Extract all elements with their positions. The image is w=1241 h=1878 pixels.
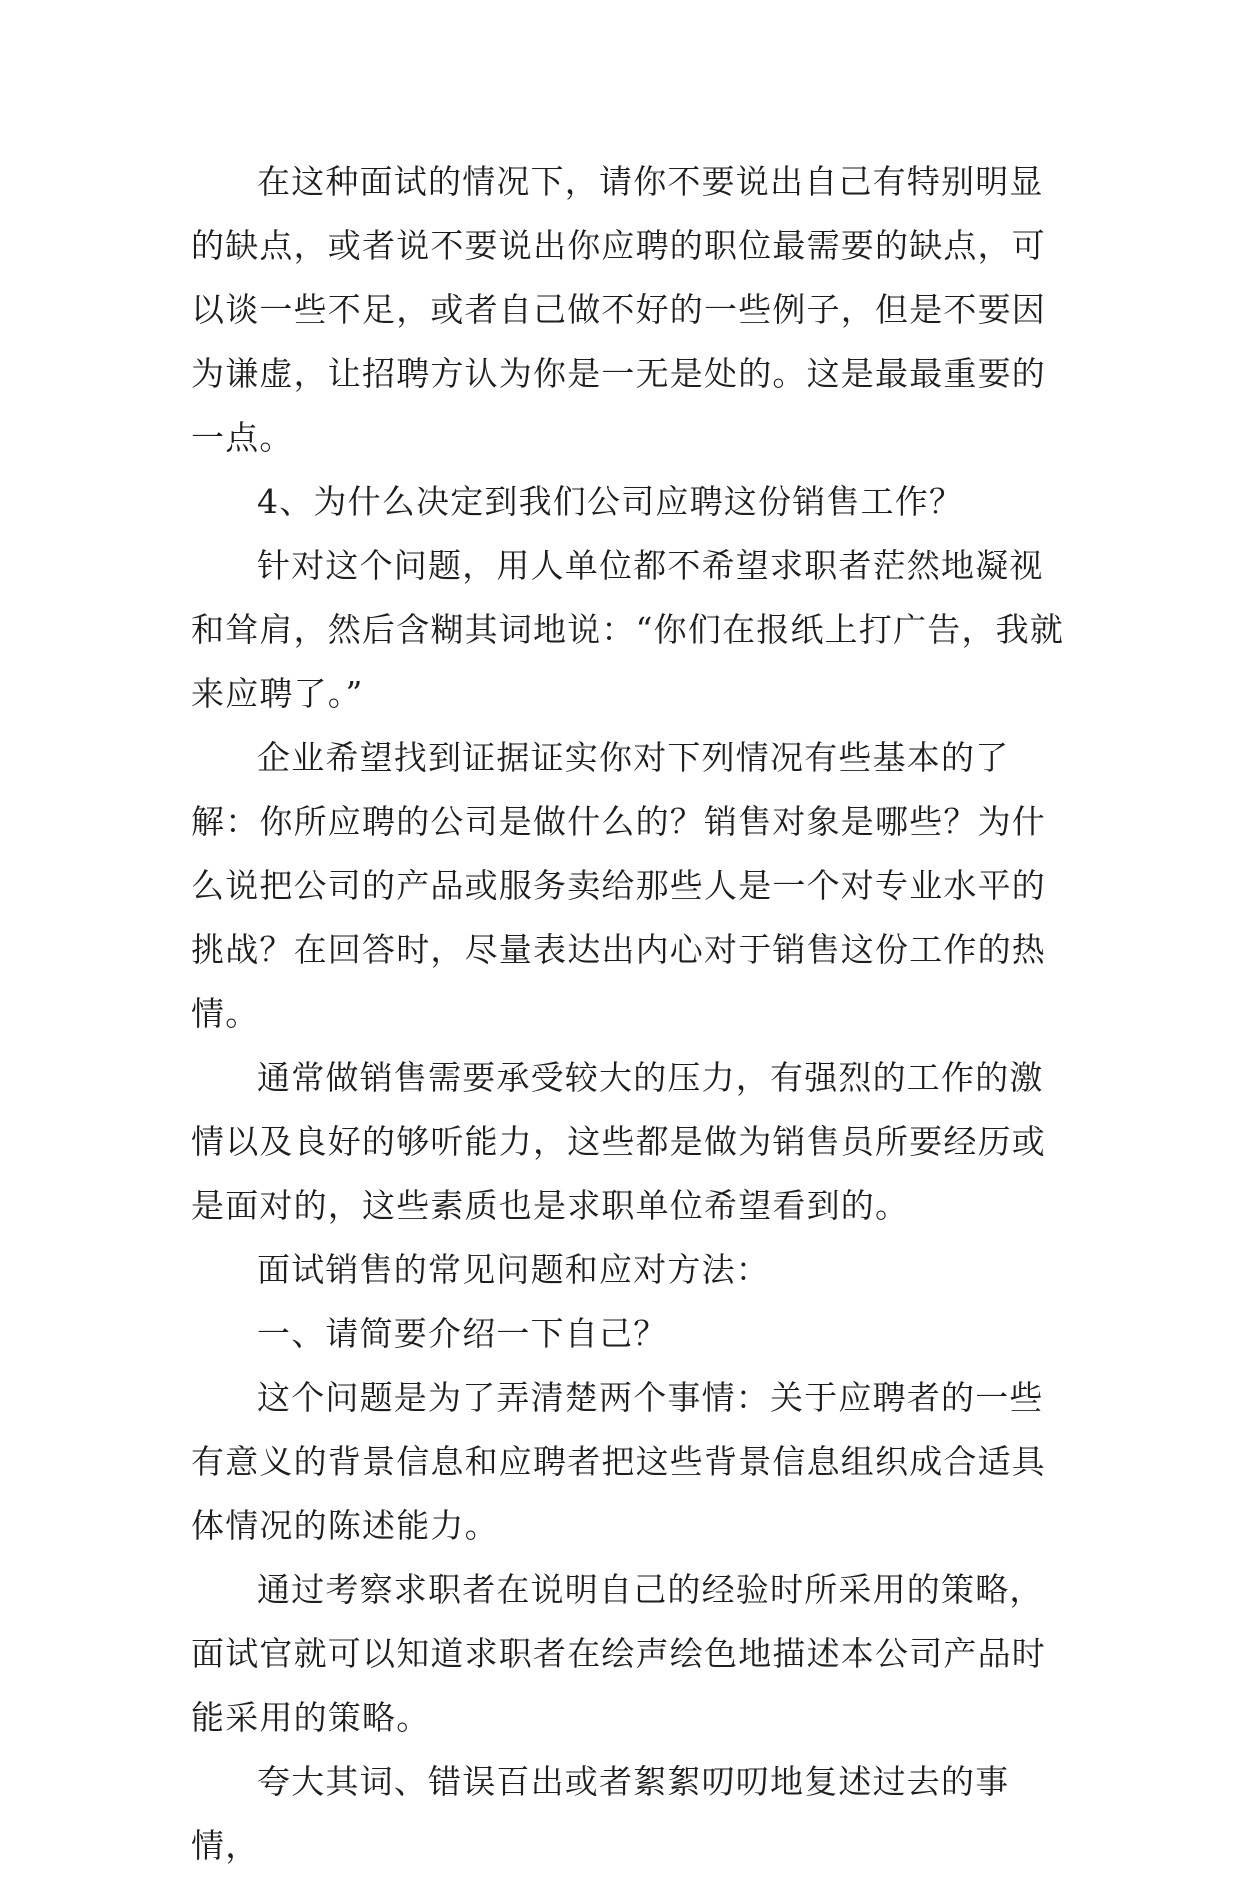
paragraph: 夸大其词、错误百出或者絮絮叨叨地复述过去的事情， (191, 1762, 1010, 1865)
paragraph: 通过考察求职者在说明自己的经验时所采用的策略，面试官就可以知道求职者在绘声绘色地描述本公司产品时能采用的策略。 (191, 1570, 1046, 1737)
document-body (191, 150, 1071, 1878)
section-heading: 面试销售的常见问题和应对方法： (257, 1250, 770, 1289)
paragraph: 这个问题是为了弄清楚两个事情：关于应聘者的一些有意义的背景信息和应聘者把这些背景信息组织成合适具体情况的陈述能力。 (191, 1378, 1046, 1545)
paragraph: 在这种面试的情况下，请你不要说出自己有特别明显的缺点，或者说不要说出你应聘的职位最需要的缺点，可以谈一些不足，或者自己做不好的一些例子，但是不要因为谦虚，让招聘方认为你是一无是处的。这是最最重要的一点。 (191, 162, 1046, 457)
question-heading: 4、为什么决定到我们公司应聘这份销售工作？ (257, 482, 964, 521)
paragraph: 针对这个问题，用人单位都不希望求职者茫然地凝视和耸肩，然后含糊其词地说：“你们在报纸上打广告，我就来应聘了。” (191, 546, 1065, 713)
paragraph: 企业希望找到证据证实你对下列情况有些基本的了解：你所应聘的公司是做什么的？销售对象是哪些？为什么说把公司的产品或服务卖给那些人是一个对专业水平的挑战？在回答时，尽量表达出内心对于销售这份工作的热情。 (191, 738, 1046, 1033)
question-heading: 一、请简要介绍一下自己？ (257, 1314, 668, 1353)
paragraph: 通常做销售需要承受较大的压力，有强烈的工作的激情以及良好的够听能力，这些都是做为销售员所要经历或是面对的，这些素质也是求职单位希望看到的。 (191, 1058, 1046, 1225)
